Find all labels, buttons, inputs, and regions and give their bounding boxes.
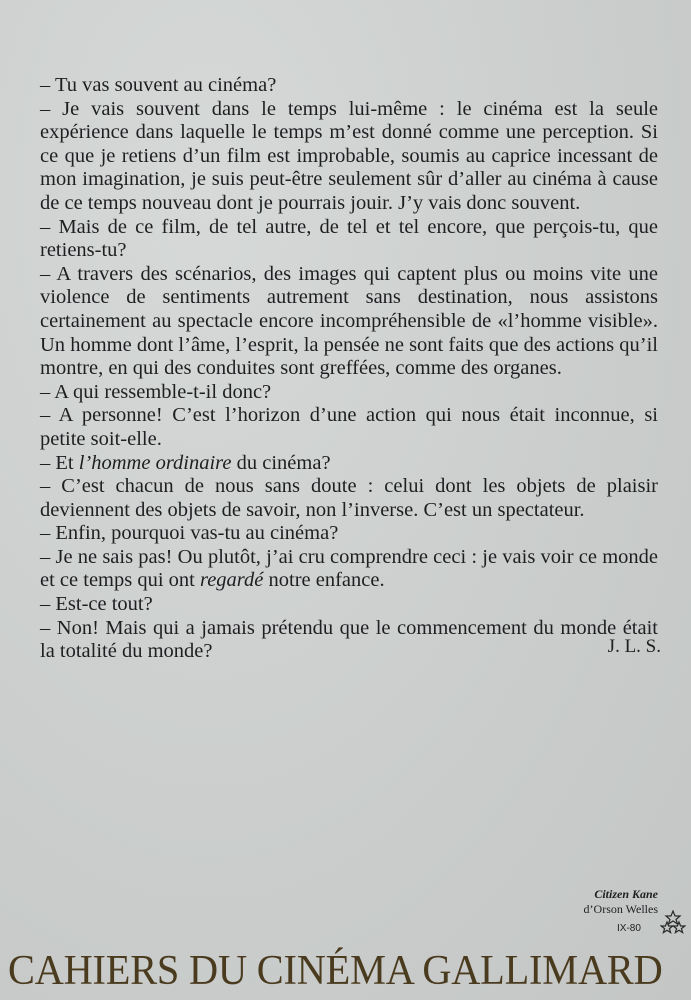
text-run: – Et: [40, 451, 79, 474]
text-run: notre enfance.: [263, 569, 385, 592]
paragraph: – Tu vas souvent au cinéma?: [40, 74, 277, 96]
paragraph: – C’est chacun de nous sans doute : celui dont les objets de plaisir deviennent des objets de savoir, non l’inverse. C’est un spectateur.: [40, 475, 658, 521]
italic-phrase: regardé: [199, 569, 264, 592]
film-director: d’Orson Welles: [583, 902, 658, 916]
text-run: – Je ne sais pas! Ou plutôt, j’ai cru comprendre ceci : je vais voir ce monde et ce temps qui ont: [40, 545, 658, 592]
photo-caption: [584, 887, 658, 917]
paragraph: [40, 452, 658, 476]
film-title: Citizen Kane: [594, 887, 658, 901]
publisher-imprint: CAHIERS DU CINÉMA GALLIMARD: [8, 948, 663, 994]
text-run: du cinéma?: [231, 451, 331, 474]
author-signature: J. L. S.: [607, 636, 661, 657]
paragraph: – A travers des scénarios, des images qui captent plus ou moins vite une violence de sentiments autrement sans destination, nous assistons certainement au spectacle encore incompréhensible de «l’homme visible». Un homme dont l’âme, l’esprit, la pensée ne sont faits que des actions qu’il montre, en qui des conduites sont greffées, comme des organes.: [40, 262, 658, 380]
series-code: IX-80: [617, 923, 641, 934]
italic-phrase: l’homme ordinaire: [78, 451, 232, 474]
paragraph: – Enfin, pourquoi vas-tu au cinéma?: [40, 522, 339, 545]
paragraph: – A personne! C’est l’horizon d’une action qui nous était inconnue, si petite soit-elle.: [40, 404, 658, 450]
paragraph: – A qui ressemble-t-il donc?: [40, 380, 272, 403]
dialogue-text: [40, 74, 658, 664]
gallimard-stars-icon: [660, 910, 686, 936]
paragraph: – Je vais souvent dans le temps lui-même : le cinéma est la seule expérience dans laquelle le temps m’est donné comme une perception. Si ce que je retiens d’un film est improbable, soumis au caprice incessant de mon imagination, je suis peut-être seulement sûr d’aller au cinéma à cause de ce temps nouveau dont je pourrais jouir. J’y vais donc souvent.: [40, 97, 658, 214]
paragraph: – Est-ce tout?: [40, 593, 153, 616]
paragraph: – Mais de ce film, de tel autre, de tel et tel encore, que perçois-tu, que retiens-tu?: [40, 215, 658, 262]
paragraph: – Non! Mais qui a jamais prétendu que le commencement du monde était la totalité du monde?: [40, 616, 658, 663]
paragraph: [40, 546, 658, 593]
